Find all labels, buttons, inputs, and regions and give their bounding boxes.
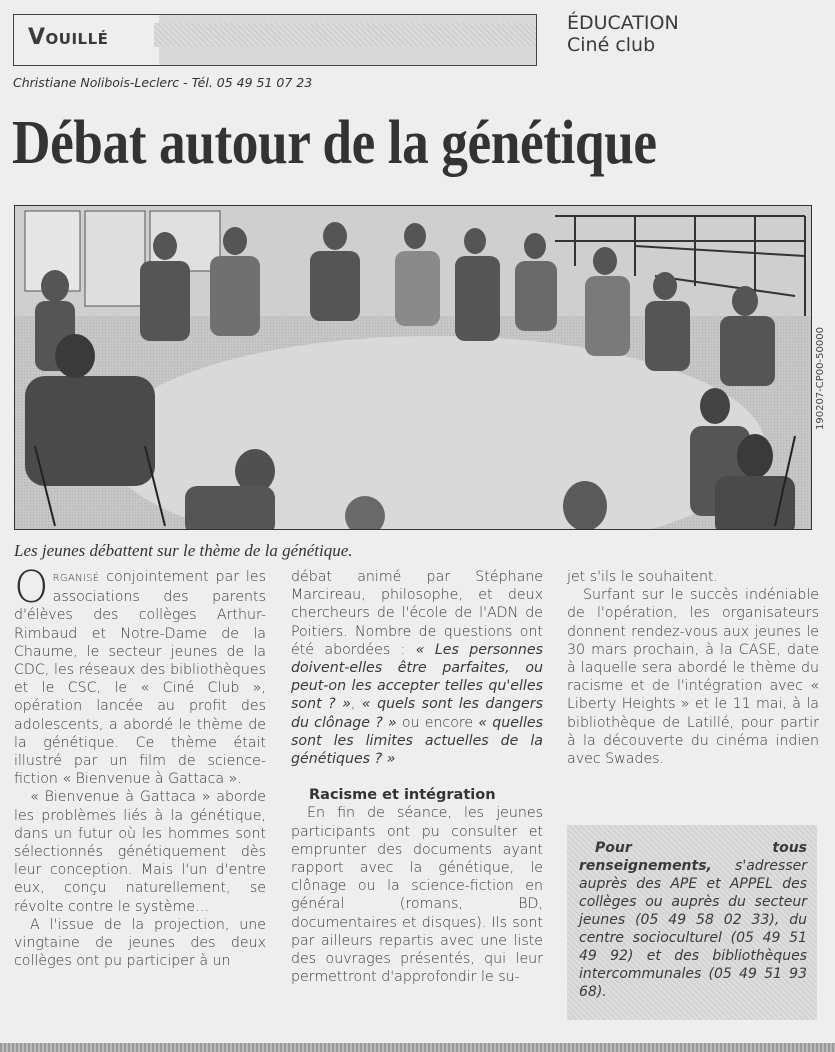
rubric-subcategory: Ciné club [567, 34, 656, 56]
quote: « quelles sont les limites actuelles de la génétiques ? » [291, 714, 544, 768]
section-header-bar [154, 23, 536, 47]
rubric-category: ÉDUCATION [567, 12, 679, 34]
photo-caption: Les jeunes débattent sur le thème de la génétique. [14, 541, 353, 560]
info-text [579, 839, 807, 1001]
quote: « quels sont les dangers du clônage ? » [291, 696, 543, 731]
paragraph: « Bienvenue à Gattaca » aborde les problèmes liés à la génétique, dans un futur où les hommes sont sélectionnés génétiquement dès leur conception. Mais l'un d'entre eux, conçu naturellement, se révolte contre le système… [14, 789, 266, 915]
separator: , [350, 696, 362, 713]
paragraph: A l'issue de la projection, une vingtaine de jeunes des deux collèges ont pu participer à un [14, 916, 266, 970]
bottom-rule [0, 1043, 835, 1052]
photo-image-icon [15, 206, 812, 530]
section-title: Vouillé [28, 25, 109, 50]
paragraph: jet s'ils le souhaitent. [567, 569, 719, 585]
paragraph [291, 568, 543, 768]
separator: ou encore [396, 714, 479, 731]
article-column-3 [567, 568, 819, 768]
info-box [567, 825, 817, 1020]
headline: Débat autour de la génétique [12, 109, 657, 177]
article-column-1 [14, 562, 266, 970]
paragraph-text: conjointement par les associations des parents d'élèves des collèges Arthur-Rimbaud et Notre-Dame de la Chaume, le secteur jeunes de la CDC, les réseaux des bibliothèques et le CSC, le « Ciné Club », opération lancée au profit des adolescents, a abordé le thème de la génétique. Ce thème était illustré par un film de science-fiction « Bienvenue à Gattaca ». [14, 569, 266, 788]
rubric [567, 12, 679, 56]
photo-credit: 190207-CP00-50000 [815, 327, 826, 430]
article-column-2 [291, 568, 543, 986]
quote: « Les personnes doivent-elles être parfaites, ou peut-on les accepter telles qu'elles sont ? » [291, 641, 543, 713]
paragraph: Surfant sur le succès indéniable de l'opération, les organisateurs donnent rendez-vous aux jeunes le 30 mars prochain, à la CASE, date à laquelle sera abordé le thème du racisme et de l'intégration avec « Liberty Heights » et le 11 mai, à la bibliothèque de Latillé, pour partir à la découverte du cinéma indien avec Swades. [567, 587, 819, 768]
byline: Christiane Nolibois-Leclerc - Tél. 05 49 51 07 23 [13, 75, 313, 90]
dropcap: O [14, 562, 49, 613]
section-header-box [13, 14, 537, 66]
article-photo [14, 205, 812, 530]
paragraph-text: débat animé par Stéphane Marcireau, philosophe, et deux chercheurs de l'école de l'ADN de Poitiers. Nombre de questions ont été abordées : [291, 569, 543, 658]
info-lead: Pour tous renseignements, [579, 840, 807, 874]
info-body: s'adresser auprès des APE et APPEL des collèges ou auprès du secteur jeunes (05 49 58 02 33), du centre socioculturel (05 49 51 49 92) et des bibliothèques intercommunales (05 49 51 93 68). [579, 858, 807, 1000]
paragraph [14, 562, 266, 788]
paragraph: En fin de séance, les jeunes participants ont pu consulter et emprunter des documents ayant rapport avec la génétique, le clônage ou la science-fiction en général (romans, BD, documentaires et disques). Ils sont par ailleurs repartis avec une liste des ouvrages présentés, qui leur permettront d'approfondir le su- [291, 805, 543, 986]
lead-smallcaps: RGANISÉ [52, 573, 100, 584]
subheading: Racisme et intégration [309, 787, 496, 804]
